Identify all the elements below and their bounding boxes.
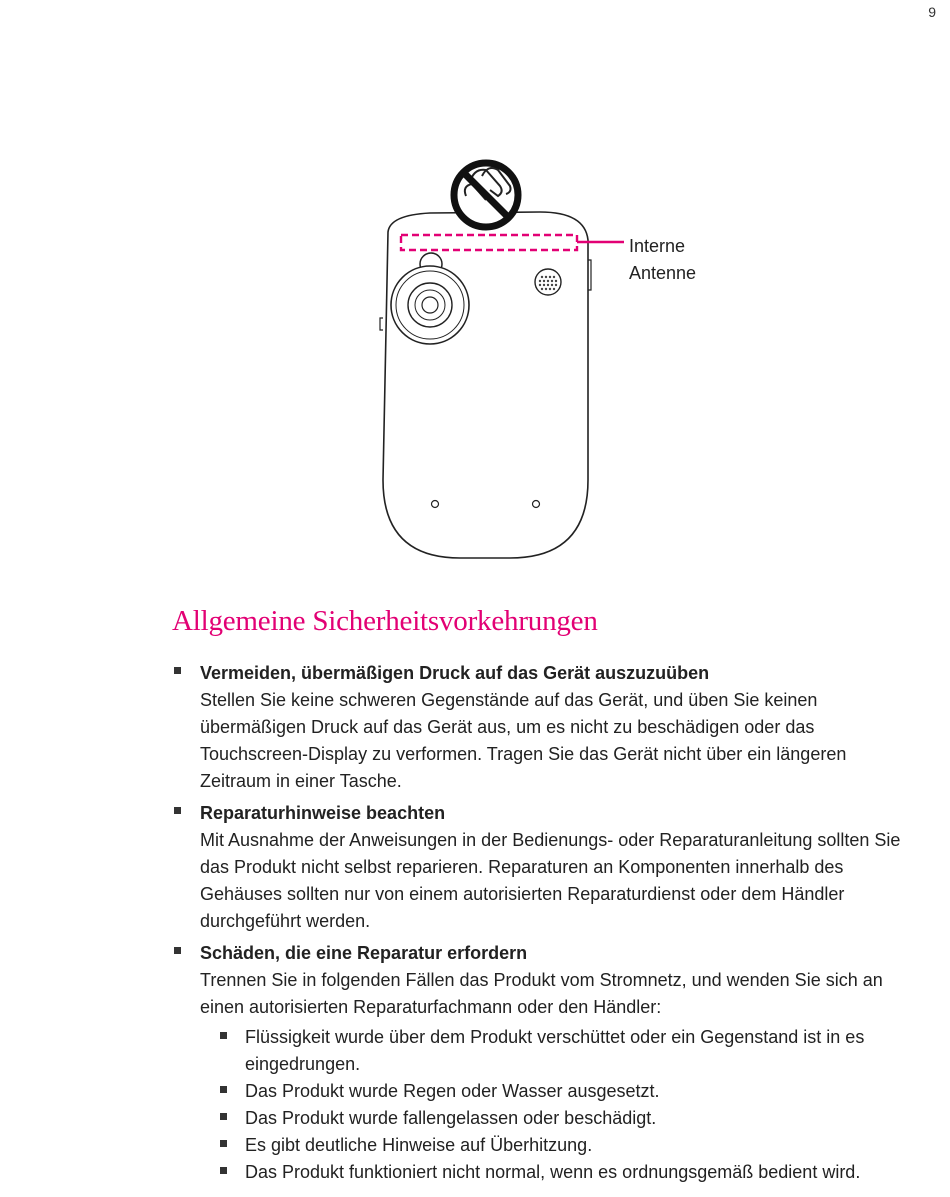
sub-list	[200, 1024, 912, 1186]
bullet-icon	[220, 1032, 227, 1039]
item-heading: Schäden, die eine Reparatur erfordern	[200, 943, 528, 963]
phone-back-outline	[383, 212, 588, 558]
list-item	[172, 800, 912, 935]
screw-hole-left	[432, 501, 439, 508]
bullet-icon	[174, 947, 181, 954]
sub-item-text: Das Produkt funktioniert nicht normal, wenn es ordnungsgemäß bedient wird.	[245, 1162, 861, 1182]
bullet-icon	[174, 667, 181, 674]
screw-hole-right	[533, 501, 540, 508]
antenna-label-line2: Antenne	[629, 263, 697, 283]
bullet-icon	[220, 1113, 227, 1120]
speaker-grille-icon	[535, 269, 561, 295]
camera-lens-icon	[391, 266, 469, 344]
safety-list	[172, 660, 912, 1191]
sub-item-text: Flüssigkeit wurde über dem Produkt verschüttet oder ein Gegenstand ist in es eingedrungen.	[245, 1027, 865, 1074]
list-item	[172, 660, 912, 795]
sub-list-item	[200, 1024, 912, 1078]
sub-item-text: Es gibt deutliche Hinweise auf Überhitzung.	[245, 1135, 593, 1155]
no-touch-icon	[452, 161, 520, 229]
item-text: Trennen Sie in folgenden Fällen das Produkt vom Stromnetz, und wenden Sie sich an einen autorisierten Reparaturfachmann oder den Händler:	[200, 970, 883, 1017]
bullet-icon	[220, 1086, 227, 1093]
bullet-icon	[220, 1140, 227, 1147]
sub-list-item	[200, 1078, 912, 1105]
item-text: Mit Ausnahme der Anweisungen in der Bedienungs- oder Reparaturanleitung sollten Sie das Produkt nicht selbst reparieren. Reparaturen an Komponenten innerhalb des Gehäuses sollten nur von einem autorisierten Reparaturdienst oder dem Händler durchgeführt werden.	[200, 830, 901, 931]
antenna-label-line1: Interne	[629, 236, 686, 256]
sub-list-item	[200, 1105, 912, 1132]
antenna-label	[629, 233, 696, 287]
bullet-icon	[220, 1167, 227, 1174]
list-item	[172, 940, 912, 1186]
side-button-left	[380, 318, 383, 330]
section-title: Allgemeine Sicherheitsvorkehrungen	[172, 605, 598, 637]
sub-item-text: Das Produkt wurde Regen oder Wasser ausgesetzt.	[245, 1081, 660, 1101]
sub-list-item	[200, 1159, 912, 1186]
item-heading: Vermeiden, übermäßigen Druck auf das Gerät auszuzuüben	[200, 663, 710, 683]
item-text: Stellen Sie keine schweren Gegenstände auf das Gerät, und üben Sie keinen übermäßigen Druck auf das Gerät aus, um es nicht zu beschädigen oder das Touchscreen-Display zu verformen. Tragen Sie das Gerät nicht über ein längeren Zeitraum in einer Tasche.	[200, 690, 847, 791]
item-heading: Reparaturhinweise beachten	[200, 803, 446, 823]
bullet-icon	[174, 807, 181, 814]
sub-list-item	[200, 1132, 912, 1159]
sub-item-text: Das Produkt wurde fallengelassen oder beschädigt.	[245, 1108, 657, 1128]
page-number: 9	[928, 4, 936, 20]
